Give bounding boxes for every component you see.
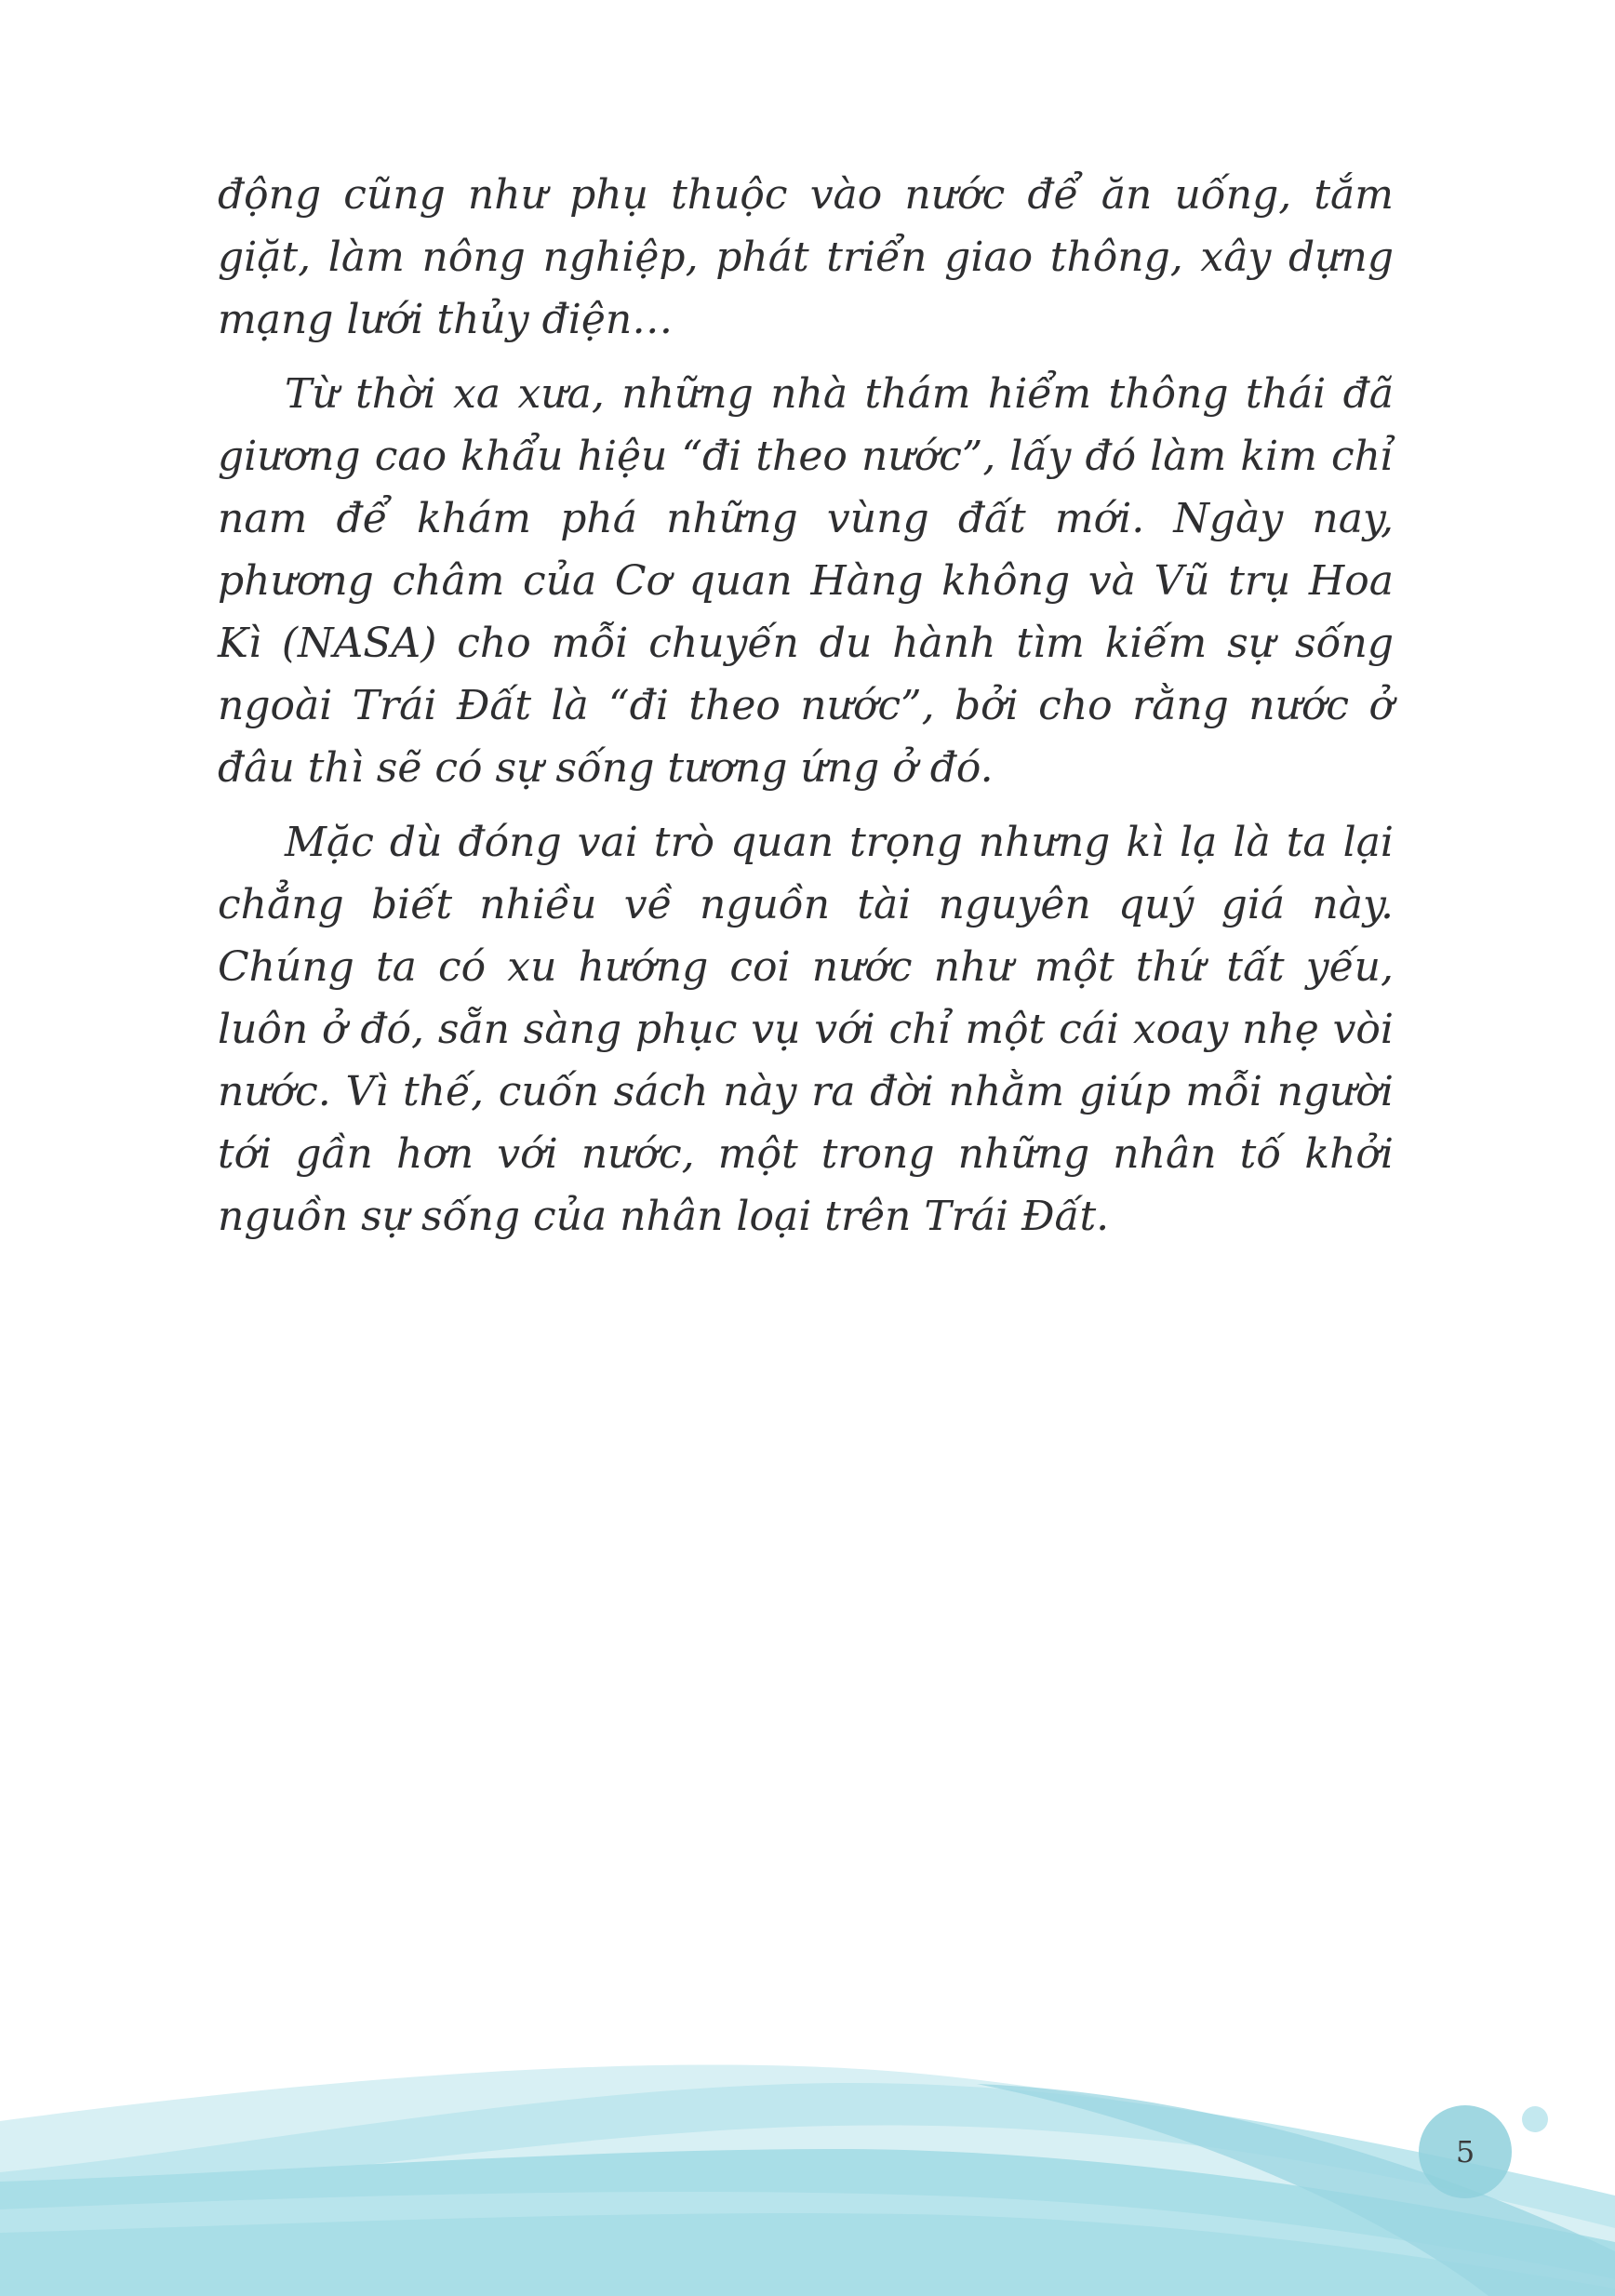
paragraph-book-purpose: Mặc dù đóng vai trò quan trọng nhưng kì lạ là ta lại chẳng biết nhiều về nguồn tài nguyên quý giá này. Chúng ta có xu hướng coi nước như một thứ tất yếu, luôn ở đó, sẵn sàng phục vụ với chỉ một cái xoay nhẹ vòi nước. Vì thế, cuốn sách này ra đời nhằm giúp mỗi người tới gần hơn với nước, một trong những nhân tố khởi nguồn sự sống của nhân loại trên Trái Đất.: [218, 819, 1394, 1240]
paragraph-explorers: Từ thời xa xưa, những nhà thám hiểm thông thái đã giương cao khẩu hiệu “đi theo nước”, lấy đó làm kim chỉ nam để khám phá những vùng đất mới. Ngày nay, phương châm của Cơ quan Hàng không và Vũ trụ Hoa Kì (NASA) cho mỗi chuyến du hành tìm kiếm sự sống ngoài Trái Đất là “đi theo nước”, bởi cho rằng nước ở đâu thì sẽ có sự sống tương ứng ở đó.: [218, 370, 1394, 792]
decorative-dot: [1522, 2106, 1548, 2132]
page-number: 5: [1455, 2134, 1475, 2169]
paragraph-continued: động cũng như phụ thuộc vào nước để ăn uống, tắm giặt, làm nông nghiệp, phát triển giao thông, xây dựng mạng lưới thủy điện…: [218, 171, 1394, 343]
body-text: [218, 164, 1394, 1260]
wave-footer-decoration: [0, 2009, 1615, 2296]
